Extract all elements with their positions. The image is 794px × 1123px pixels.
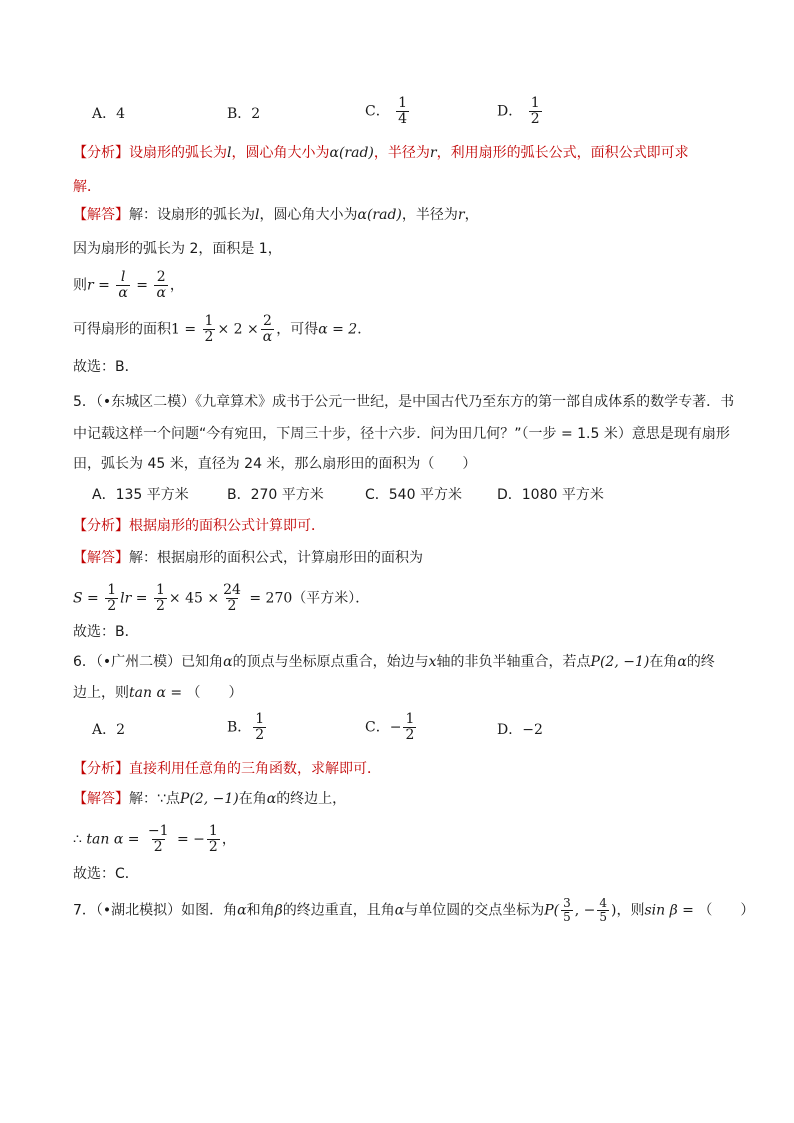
- text: ，: [169, 277, 184, 294]
- q4-solution-line4: [73, 314, 371, 345]
- q6-answer: 故选：C．: [73, 866, 139, 882]
- solution-tag: 【解答】: [73, 791, 129, 807]
- q5-answer: 故选：B．: [73, 624, 139, 640]
- q4-solution-line2: 因为扇形的弧长为 2，面积是 1，: [73, 241, 282, 257]
- numerator: 1: [204, 313, 214, 329]
- option-value: 4: [116, 106, 126, 122]
- text: 边上，则: [73, 685, 129, 701]
- denominator: 5: [599, 910, 608, 924]
- option-letter: D．: [497, 103, 523, 120]
- math-alpha-rad: α(rad): [357, 207, 402, 223]
- analysis-tag: 【分析】: [73, 761, 129, 777]
- fraction: [403, 712, 416, 743]
- denominator: 2: [155, 598, 165, 614]
- q4-analysis-line1: [73, 143, 689, 163]
- math-expr: × 45 ×: [168, 590, 220, 607]
- text: 在角: [238, 791, 267, 807]
- equals: =: [93, 277, 115, 294]
- q5-formula: [73, 583, 369, 614]
- numerator: −1: [147, 823, 169, 839]
- because-symbol: ∵: [157, 791, 166, 807]
- q4-solution-line1: [73, 205, 479, 225]
- math-point: P(2, −1): [590, 654, 650, 670]
- option-letter: B．: [227, 106, 252, 122]
- text: ．: [357, 321, 372, 338]
- numerator: 1: [107, 582, 117, 598]
- denominator: 2: [530, 111, 540, 127]
- q6-option-b: [227, 712, 268, 743]
- numerator: 4: [599, 896, 608, 910]
- text: ，利用扇形的弧长公式，面积公式即可求: [436, 145, 689, 161]
- q6-option-a: A．2: [92, 722, 126, 738]
- text: 则: [73, 277, 87, 294]
- fraction: [261, 314, 274, 345]
- text: 的终边上，: [276, 791, 347, 807]
- option-letter: C．−: [365, 719, 402, 736]
- option-letter: C．: [365, 103, 390, 120]
- denominator: 2: [208, 839, 218, 855]
- q5-analysis: [73, 516, 325, 536]
- text: ，: [221, 831, 236, 848]
- q4-option-d: [497, 96, 544, 127]
- fraction: [561, 897, 573, 924]
- text: 的顶点与坐标原点重合，始边与: [232, 654, 429, 670]
- denominator: 2: [204, 329, 214, 345]
- fraction: [207, 824, 220, 855]
- math-expr: 1 =: [171, 321, 201, 338]
- solution-tag: 【解答】: [73, 207, 129, 223]
- text: 解：: [129, 791, 157, 807]
- text: ，则: [616, 902, 645, 919]
- text: 和角: [246, 902, 275, 919]
- math-alpha: α: [266, 791, 277, 807]
- q6-option-d: D．−2: [497, 722, 543, 738]
- fraction: [154, 583, 167, 614]
- math-r: r: [457, 207, 465, 223]
- math-alpha: α: [237, 902, 247, 919]
- text: 设扇形的弧长为: [129, 145, 227, 161]
- fraction: [105, 583, 118, 614]
- q5-option-b: B．270 平方米: [227, 487, 324, 503]
- text: 根据扇形的面积公式计算即可．: [129, 518, 325, 534]
- denominator: α: [118, 285, 128, 301]
- math-expr: , −: [574, 902, 596, 919]
- q5-stem-line3: 田，弧长为 45 米，直径为 24 米，那么扇形田的面积为（ ）: [73, 456, 477, 472]
- text: 6．（•广州二模）已知角: [73, 654, 224, 670]
- math-alpha-rad: α(rad): [329, 145, 374, 161]
- math-point: P(2, −1): [179, 791, 239, 807]
- denominator: α: [262, 329, 273, 345]
- text: 解：设扇形的弧长为: [129, 207, 255, 223]
- math-r: r: [429, 145, 437, 161]
- q5-option-d: D．1080 平方米: [497, 487, 604, 503]
- q7-stem: [73, 897, 754, 924]
- numerator: 1: [530, 95, 540, 111]
- fraction: [221, 583, 243, 614]
- math-beta: β: [274, 902, 283, 919]
- q5-stem-line1: 5．（•东城区二模）《九章算术》成书于公元一世纪，是中国古代乃至东方的第一部自成体系的数学专著．书: [73, 394, 735, 410]
- denominator: α: [156, 285, 166, 301]
- q4-option-a: [92, 104, 125, 124]
- math-expr: ): [611, 902, 617, 919]
- denominator: 5: [563, 910, 571, 924]
- text: ，可得: [276, 321, 319, 338]
- math-alpha: α: [394, 902, 405, 919]
- solution-tag: 【解答】: [73, 550, 129, 566]
- text: 点: [165, 791, 180, 807]
- denominator: 2: [255, 727, 265, 743]
- denominator: 4: [398, 111, 408, 127]
- text: 与单位圆的交点坐标为: [404, 902, 545, 919]
- math-r: r: [87, 277, 94, 294]
- q6-solution-line2: [73, 824, 236, 855]
- fraction: [116, 270, 129, 301]
- numerator: 3: [563, 896, 571, 910]
- q5-option-c: C．540 平方米: [365, 487, 462, 503]
- fraction: [146, 824, 171, 855]
- math-tan: tan α =: [129, 685, 187, 701]
- q5-stem-line2: 中记载这样一个问题“今有宛田，下周三十步，径十六步．问为田几何？”（一步 = 1.5 米）意思是现有扇形: [73, 426, 730, 442]
- numerator: 24: [223, 582, 241, 598]
- option-letter: B．: [227, 719, 252, 736]
- text: 解：根据扇形的面积公式，计算扇形田的面积为: [129, 550, 423, 566]
- math-s: S =: [73, 590, 104, 607]
- therefore-symbol: ∴: [73, 831, 82, 848]
- text: 7．（•湖北模拟）如图．角: [73, 902, 238, 919]
- text: 可得扇形的面积: [73, 321, 171, 338]
- text: 的终边重直，且角: [282, 902, 395, 919]
- numerator: 1: [255, 711, 265, 727]
- math-alpha: α: [677, 654, 687, 670]
- math-expr: = −: [172, 831, 205, 848]
- text: ，圆心角大小为: [231, 145, 330, 161]
- q4-option-c: [365, 96, 411, 127]
- q6-option-c: [365, 712, 418, 743]
- math-expr: = 270: [244, 590, 293, 607]
- text: ，半径为: [401, 207, 458, 223]
- text: 的终: [686, 654, 715, 670]
- numerator: 1: [405, 711, 415, 727]
- math-lr: lr =: [120, 590, 152, 607]
- denominator: 2: [153, 839, 163, 855]
- equals: =: [131, 277, 153, 294]
- numerator: 1: [398, 95, 408, 111]
- text: 在角: [649, 654, 678, 670]
- numerator: 1: [208, 823, 218, 839]
- math-l: l: [227, 145, 232, 161]
- text: 直接利用任意角的三角函数，求解即可．: [129, 761, 381, 777]
- math-point: P(: [544, 902, 560, 919]
- analysis-tag: 【分析】: [73, 145, 129, 161]
- text: ，半径为: [373, 145, 430, 161]
- numerator: 2: [156, 269, 166, 285]
- math-l: l: [255, 207, 260, 223]
- math-alpha: α: [223, 654, 233, 670]
- math-x: x: [428, 654, 437, 670]
- q6-stem-line2: [73, 683, 243, 703]
- q6-stem-line1: [73, 652, 715, 672]
- fraction: [253, 712, 266, 743]
- math-expr: × 2 ×: [217, 321, 259, 338]
- analysis-tag: 【分析】: [73, 518, 129, 534]
- text: 轴的非负半轴重合，若点: [436, 654, 591, 670]
- text: ，圆心角大小为: [259, 207, 358, 223]
- q4-option-b: [227, 104, 260, 124]
- numerator: l: [120, 269, 126, 285]
- q4-analysis-line2: 解．: [73, 179, 101, 195]
- fraction: [597, 897, 609, 924]
- fraction: [154, 270, 167, 301]
- denominator: 2: [405, 727, 415, 743]
- denominator: 2: [227, 598, 237, 614]
- fraction: [396, 96, 409, 127]
- text: ，: [464, 207, 479, 223]
- text: （ ）: [186, 685, 243, 701]
- numerator: 2: [263, 313, 272, 329]
- q6-solution-line1: [73, 789, 346, 809]
- math-expr: α = 2: [318, 321, 358, 338]
- fraction: [203, 314, 216, 345]
- q5-option-a: A．135 平方米: [92, 487, 189, 503]
- numerator: 1: [155, 582, 165, 598]
- q6-analysis: [73, 759, 381, 779]
- fraction: [529, 96, 542, 127]
- option-value: 2: [251, 106, 261, 122]
- text: （ ）: [698, 902, 755, 919]
- q5-solution: [73, 548, 423, 568]
- denominator: 2: [107, 598, 117, 614]
- math-sin: sin β =: [644, 902, 699, 919]
- q4-solution-line3: [73, 270, 184, 301]
- math-tan: tan α =: [86, 831, 144, 848]
- option-letter: A．: [92, 106, 117, 122]
- unit: （平方米）．: [292, 590, 370, 607]
- q4-answer: 故选：B．: [73, 359, 139, 375]
